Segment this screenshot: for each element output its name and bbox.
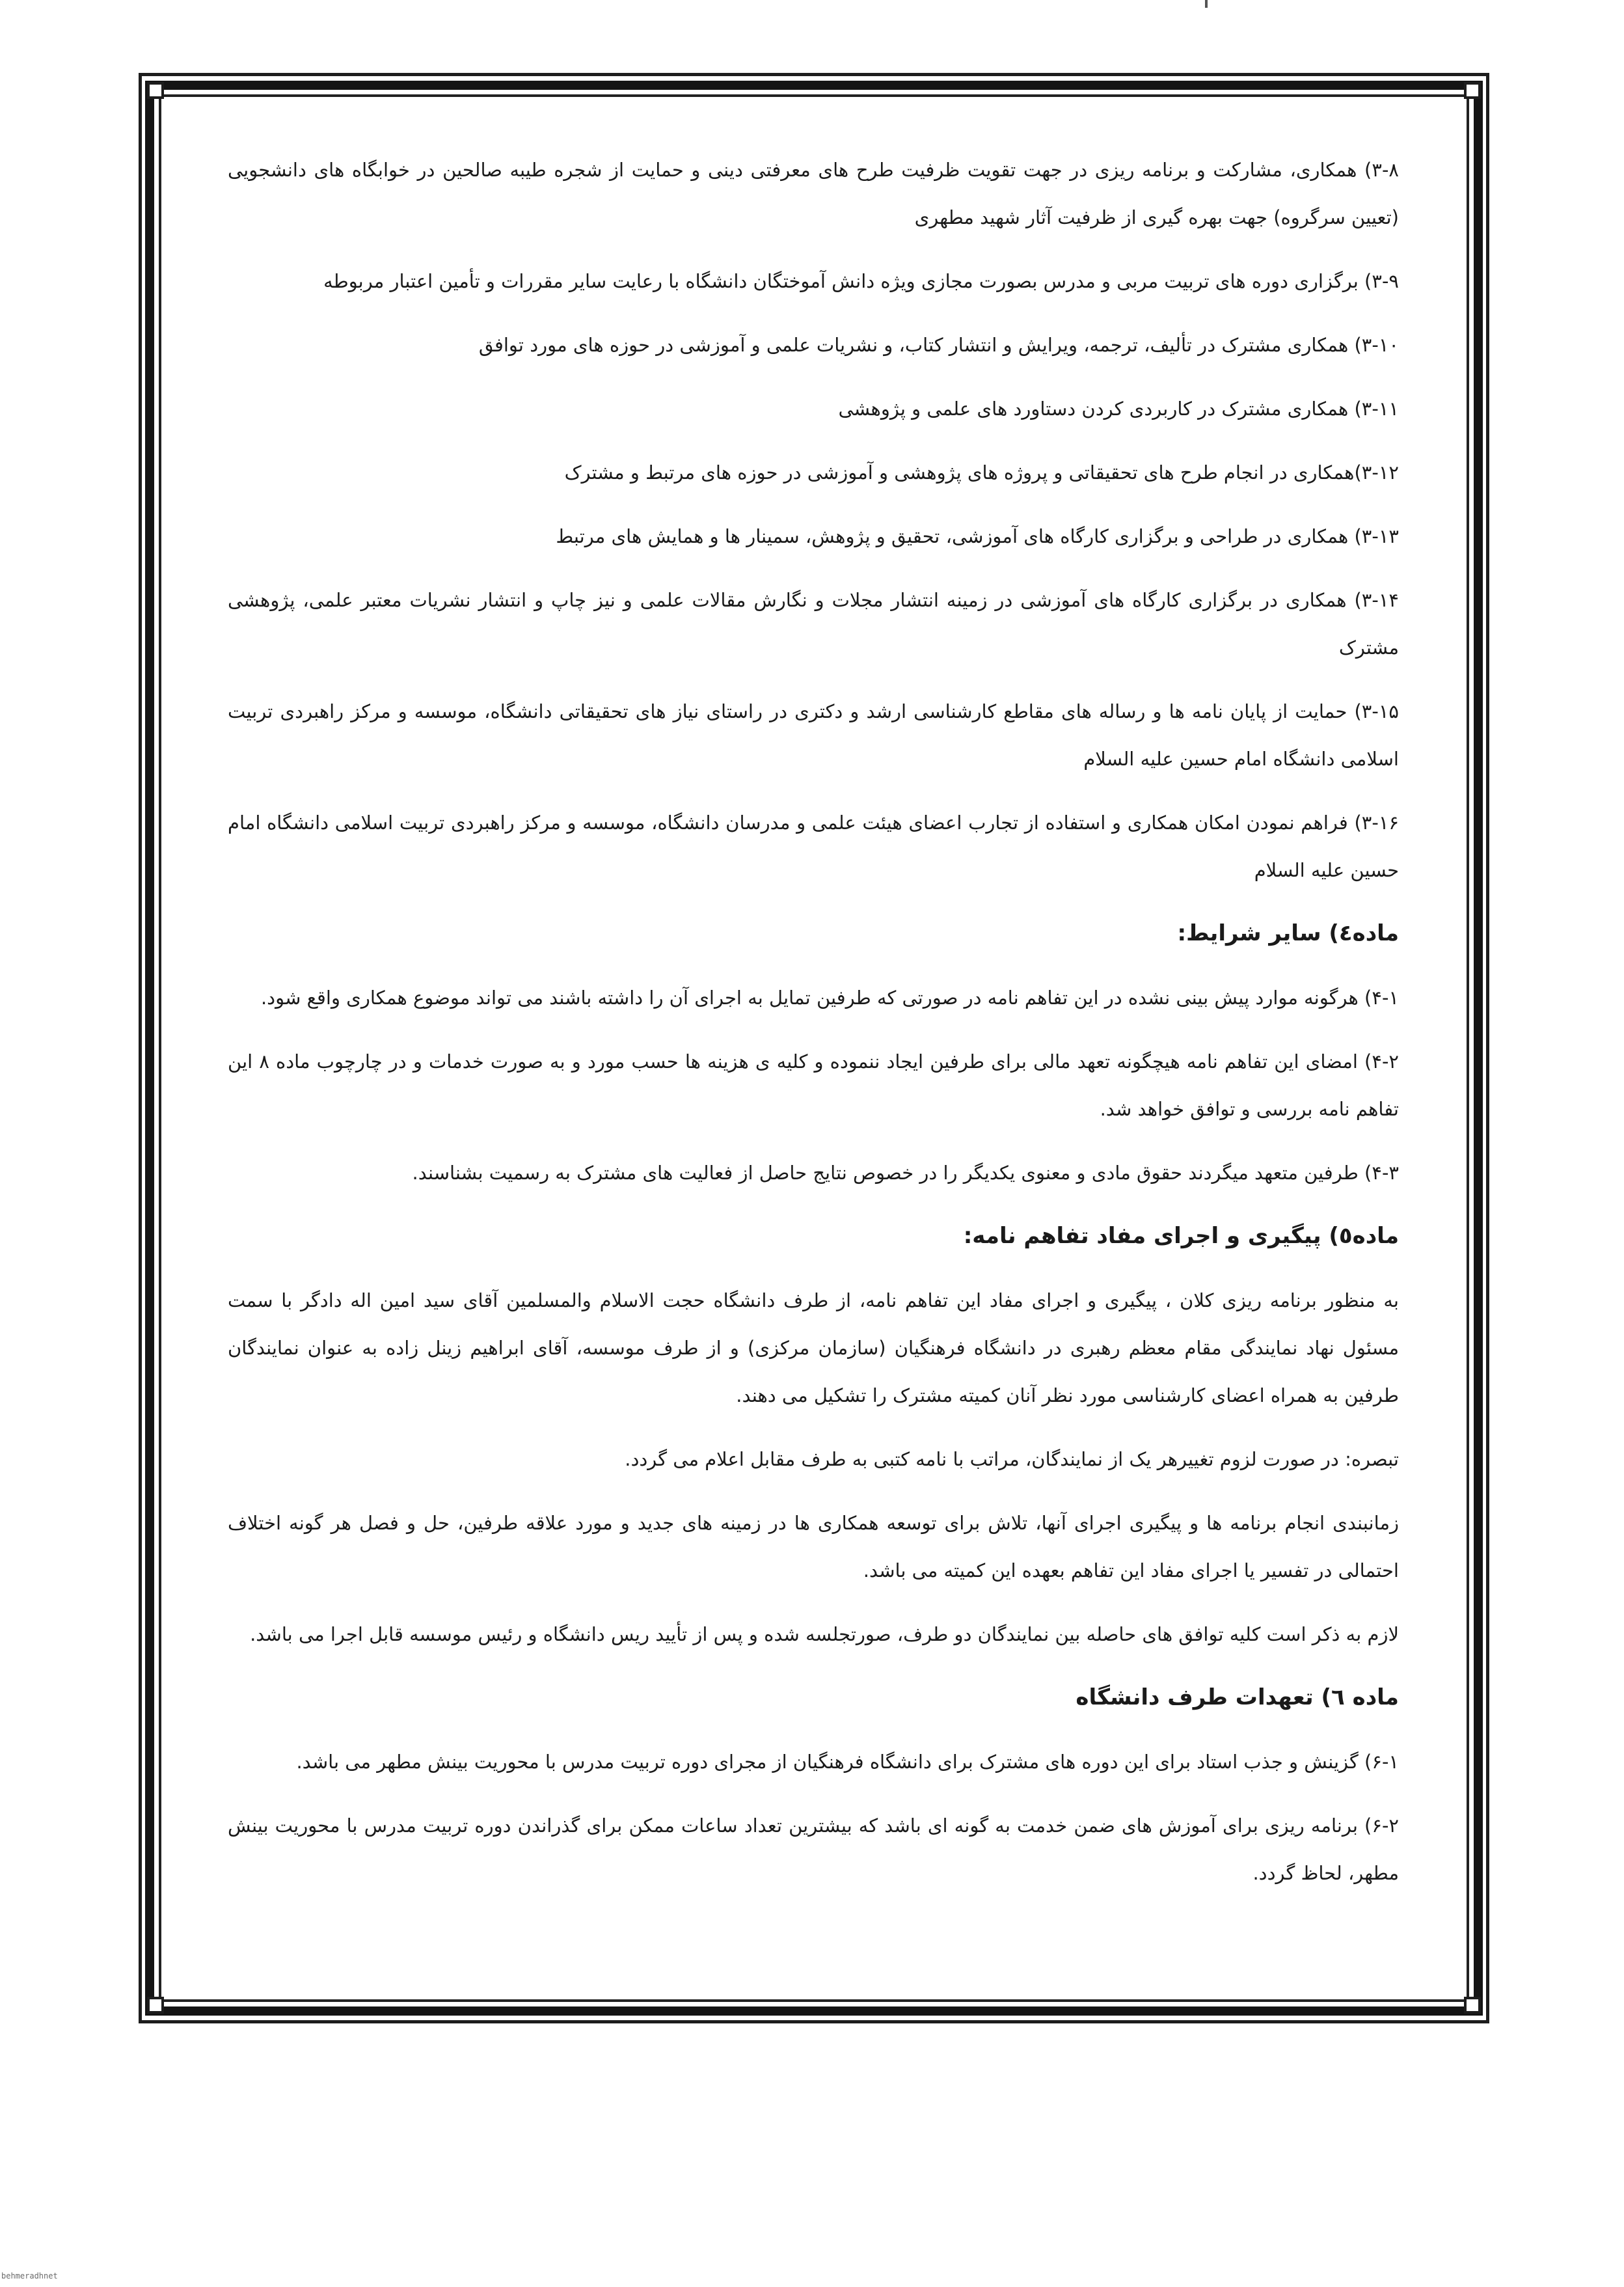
watermark-logo: behmeradhnet [1,2271,58,2280]
frame-corner-top-right [1464,82,1481,99]
clause-3-11: ۳-۱۱) همکاری مشترک در کاربردی کردن دستاورد های علمی و پژوهشی [838,398,1399,420]
frame-corner-bottom-left [147,1997,164,2014]
section-5-heading: ماده٥) پیگیری و اجرای مفاد تفاهم نامه: [963,1223,1399,1249]
section-6-heading: ماده ٦) تعهدات طرف دانشگاه [1076,1684,1399,1710]
section-5-paragraph: زمانبندی انجام برنامه ها و پیگیری اجرای آنها، تلاش برای توسعه همکاری ها در زمینه های جدید و مورد علاقه طرفین، حل و فصل هر گونه اختلاف احتمالی در تفسیر یا اجرای مفاد این تفاهم بعهده این کمیته می باشد. [228,1512,1399,1582]
section-5-paragraph: به منظور برنامه ریزی کلان ، پیگیری و اجرای مفاد این تفاهم نامه، از طرف دانشگاه حجت الاسلام والمسلمین آقای سید امین اله دادگر با سمت مسئول نهاد نمایندگی مقام معظم رهبری در دانشگاه فرهنگیان (سازمان مرکزی) و از طرف موسسه، آقای ابراهیم زینل زاده به عنوان نمایندگان طرفین به همراه اعضای کارشناسی مورد نظر آنان کمیته مشترک را تشکیل می دهند. [228,1289,1399,1406]
clause-3-15: ۳-۱۵) حمایت از پایان نامه ها و رساله های مقاطع کارشناسی ارشد و دکتری در راستای نیاز های تحقیقاتی دانشگاه، موسسه و مرکز راهبردی تربیت اسلامی دانشگاه امام حسین علیه السلام [228,700,1399,770]
clause-3-16: ۳-۱۶) فراهم نمودن امکان همکاری و استفاده از تجارب اعضای هیئت علمی و مدرسان دانشگاه، موسسه و مرکز راهبردی تربیت اسلامی دانشگاه امام حسین علیه السلام [228,812,1399,881]
section-5-paragraph: لازم به ذکر است کلیه توافق های حاصله بین نمایندگان دو طرف، صورتجلسه شده و پس از تأیید ریس دانشگاه و رئیس موسسه قابل اجرا می باشد. [250,1623,1399,1645]
scan-mark [1205,0,1208,8]
section-4-heading: ماده٤) سایر شرایط: [1177,920,1399,946]
clause-6-1: ۶-۱) گزینش و جذب استاد برای این دوره های مشترک برای دانشگاه فرهنگیان از مجرای دوره تربیت مدرس با محوریت بینش مطهر می باشد. [296,1751,1399,1773]
clause-3-8: ۳-۸) همکاری، مشارکت و برنامه ریزی در جهت تقویت ظرفیت طرح های معرفتی دینی و حمایت از شجره طیبه صالحین در خوابگاه های دانشجویی (تعیین سرگروه) جهت بهره گیری از ظرفیت آثار شهید مطهری [228,159,1399,228]
frame-corner-top-left [147,82,164,99]
clause-3-13: ۳-۱۳) همکاری در طراحی و برگزاری کارگاه های آموزشی، تحقیق و پژوهش، سمینار ها و همایش های مرتبط [556,525,1399,547]
clause-3-9: ۳-۹) برگزاری دوره های تربیت مربی و مدرس بصورت مجازی ویژه دانش آموختگان دانشگاه با رعایت سایر مقررات و تأمین اعتبار مربوطه [323,270,1399,292]
document-body [228,146,1399,1913]
clause-3-14: ۳-۱۴) همکاری در برگزاری کارگاه های آموزشی در زمینه انتشار مجلات و نگارش مقالات علمی و نیز چاپ و انتشار نشریات معتبر علمی، پژوهشی مشترک [228,589,1399,659]
clause-6-2: ۶-۲) برنامه ریزی برای آموزش های ضمن خدمت به گونه ای باشد که بیشترین تعداد ساعات ممکن برای گذراندن دوره تربیت مدرس با محوریت بینش مطهر، لحاظ گردد. [228,1815,1399,1884]
clause-4-2: ۴-۲) امضای این تفاهم نامه هیچگونه تعهد مالی برای طرفین ایجاد ننموده و کلیه ی هزینه ها حسب مورد و به صورت خدمات و در چارچوب ماده ۸ این تفاهم نامه بررسی و توافق خواهد شد. [228,1050,1399,1120]
section-5-note: تبصره: در صورت لزوم تغییرهر یک از نمایندگان، مراتب با نامه کتبی به طرف مقابل اعلام می گردد. [625,1448,1399,1470]
clause-4-3: ۴-۳) طرفین متعهد میگردند حقوق مادی و معنوی یکدیگر را در خصوص نتایج حاصل از فعالیت های مشترک به رسمیت بشناسند. [412,1162,1399,1184]
clause-3-12: ۳-۱۲)همکاری در انجام طرح های تحقیقاتی و پروژه های پژوهشی و آموزشی در حوزه های مرتبط و مشترک [564,461,1399,484]
clause-3-10: ۳-۱۰) همکاری مشترک در تألیف، ترجمه، ویرایش و انتشار کتاب، و نشریات علمی و آموزشی در حوزه های مورد توافق [478,334,1399,356]
clause-4-1: ۴-۱) هرگونه موارد پیش بینی نشده در این تفاهم نامه در صورتی که طرفین تمایل به اجرای آن را داشته باشند می تواند موضوع همکاری واقع شود. [260,987,1399,1009]
frame-corner-bottom-right [1464,1997,1481,2014]
